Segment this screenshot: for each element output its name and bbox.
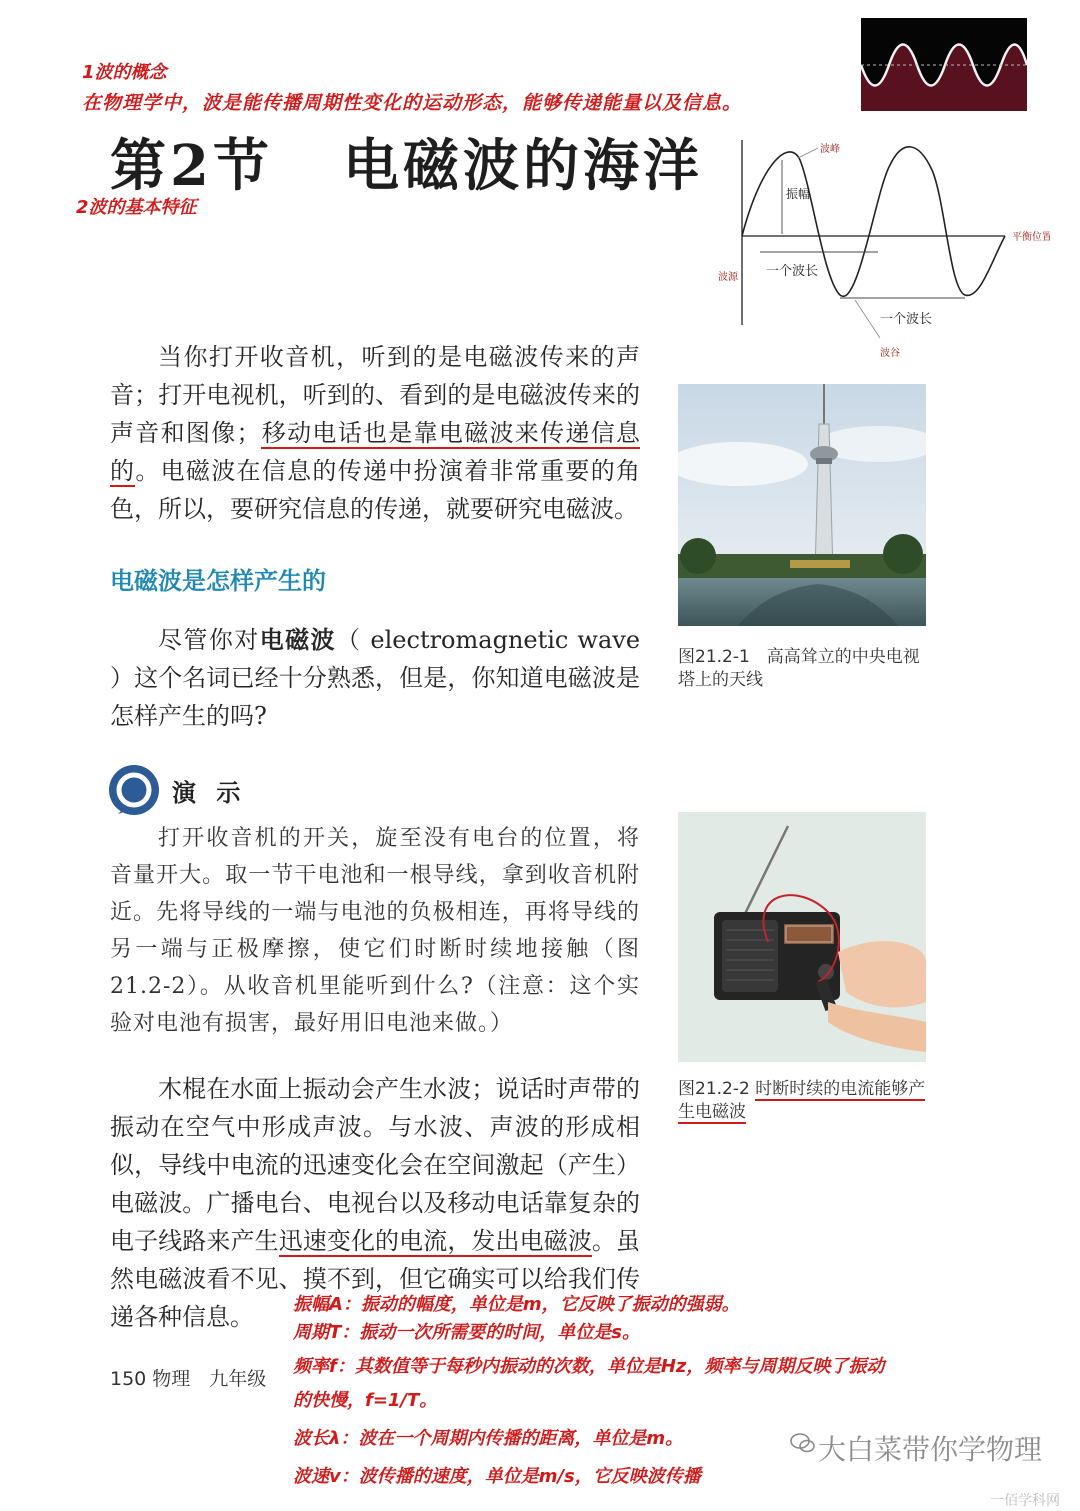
wavelength-label-1: 一个波长 xyxy=(766,264,819,279)
figure-2-caption xyxy=(678,1078,936,1124)
sine-wave-image xyxy=(861,18,1027,111)
bold-term: 电磁波 xyxy=(259,625,336,654)
note-frequency-cont: 的快慢，f=1/T。 xyxy=(293,1390,438,1411)
equilibrium-label: 平衡位置 xyxy=(1012,232,1050,243)
crest-label: 波峰 xyxy=(820,144,840,155)
note-wave-speed: 波速v：波传播的速度，单位是m/s，它反映波传播 xyxy=(293,1466,701,1487)
wechat-icon xyxy=(790,1432,816,1454)
intro-paragraph xyxy=(110,338,640,528)
intro-text-b: 。电磁波在信息的传递中扮演着非常重要的角色，所以，要研究信息的传递，就要研究电磁波。 xyxy=(110,457,641,523)
note-wave-feature-heading: 2波的基本特征 xyxy=(76,197,197,218)
section-number: 第2节 xyxy=(110,133,273,199)
figure-2-caption-text: 时断时续的电流能够产生电磁波 xyxy=(678,1079,926,1122)
para2-text-a: 尽管你对 xyxy=(158,626,260,654)
section-title xyxy=(110,122,703,202)
note-frequency: 频率f：其数值等于每秒内振动的次数，单位是Hz，频率与周期反映了振动 xyxy=(293,1356,885,1377)
demo-text: 打开收音机的开关，旋至没有电台的位置，将音量开大。取一节干电池和一根导线，拿到收音机附近。先将导线的一端与电池的负极相连，再将导线的另一端与正极摩擦，使它们时断时续地接触（图21.2-2）。从收音机里能听到什么?（注意：这个实验对电池有损害，最好用旧电池来做。） xyxy=(110,826,640,1036)
intro-text-a: 当你打开收音机，听到的是电磁波传来的声音；打开电视机，听到的、看到的是电磁波传来的声音和图像； xyxy=(110,343,640,447)
note-wave-concept-text: 在物理学中，波是能传播周期性变化的运动形态，能够传递能量以及信息。 xyxy=(82,92,743,114)
section-name: 电磁波的海洋 xyxy=(342,133,703,199)
watermark: 大白菜带你学物理 xyxy=(818,1433,1043,1466)
note-period: 周期T：振动一次所需要的时间，单位是s。 xyxy=(293,1322,640,1343)
section-heading: 电磁波是怎样产生的 xyxy=(110,567,326,595)
radio-experiment-photo xyxy=(678,812,926,1062)
demo-icon xyxy=(108,764,160,816)
note-wavelength: 波长λ：波在一个周期内传播的距离，单位是m。 xyxy=(293,1428,684,1449)
trough-label: 波谷 xyxy=(880,348,900,359)
demo-paragraph xyxy=(110,820,640,1042)
source-label: 波源 xyxy=(718,272,738,283)
amplitude-label: 振幅 xyxy=(786,187,811,201)
page-footer: 150 物理 九年级 xyxy=(110,1368,267,1390)
para4-underlined-text: 迅速变化的电流，发出电磁波 xyxy=(278,1227,592,1255)
para4-text-b: 。虽然电磁波看不见、摸不到，但它确实可以给我们传递各种信息。 xyxy=(110,1227,641,1331)
note-wave-concept-heading: 1波的概念 xyxy=(82,62,167,83)
note-amplitude: 振幅A：振动的幅度，单位是m，它反映了振动的强弱。 xyxy=(293,1294,740,1315)
figure-2-label: 图21.2-2 xyxy=(678,1079,750,1099)
wavelength-label-2: 一个波长 xyxy=(880,312,933,327)
figure-1-caption: 图21.2-1 高高耸立的中央电视塔上的天线 xyxy=(678,647,920,690)
tv-tower-photo xyxy=(678,384,926,626)
intro-underlined-text: 移动电话也是靠电磁波来传递信息的 xyxy=(110,419,640,485)
paragraph-2 xyxy=(110,621,640,735)
para2-text-b: （ electromagnetic wave ）这个名词已经十分熟悉，但是，你知道电磁波是怎样产生的吗? xyxy=(110,626,641,730)
demo-title: 演 示 xyxy=(172,779,247,807)
watermark-site: 一佰学科网 xyxy=(990,1493,1060,1509)
para4-text-a: 木棍在水面上振动会产生水波；说话时声带的振动在空气中形成声波。与水波、声波的形成相似，导线中电流的迅速变化会在空间激起（产生）电磁波。广播电台、电视台以及移动电话靠复杂的电子线路来产生 xyxy=(110,1075,640,1255)
wave-diagram xyxy=(700,130,1050,365)
